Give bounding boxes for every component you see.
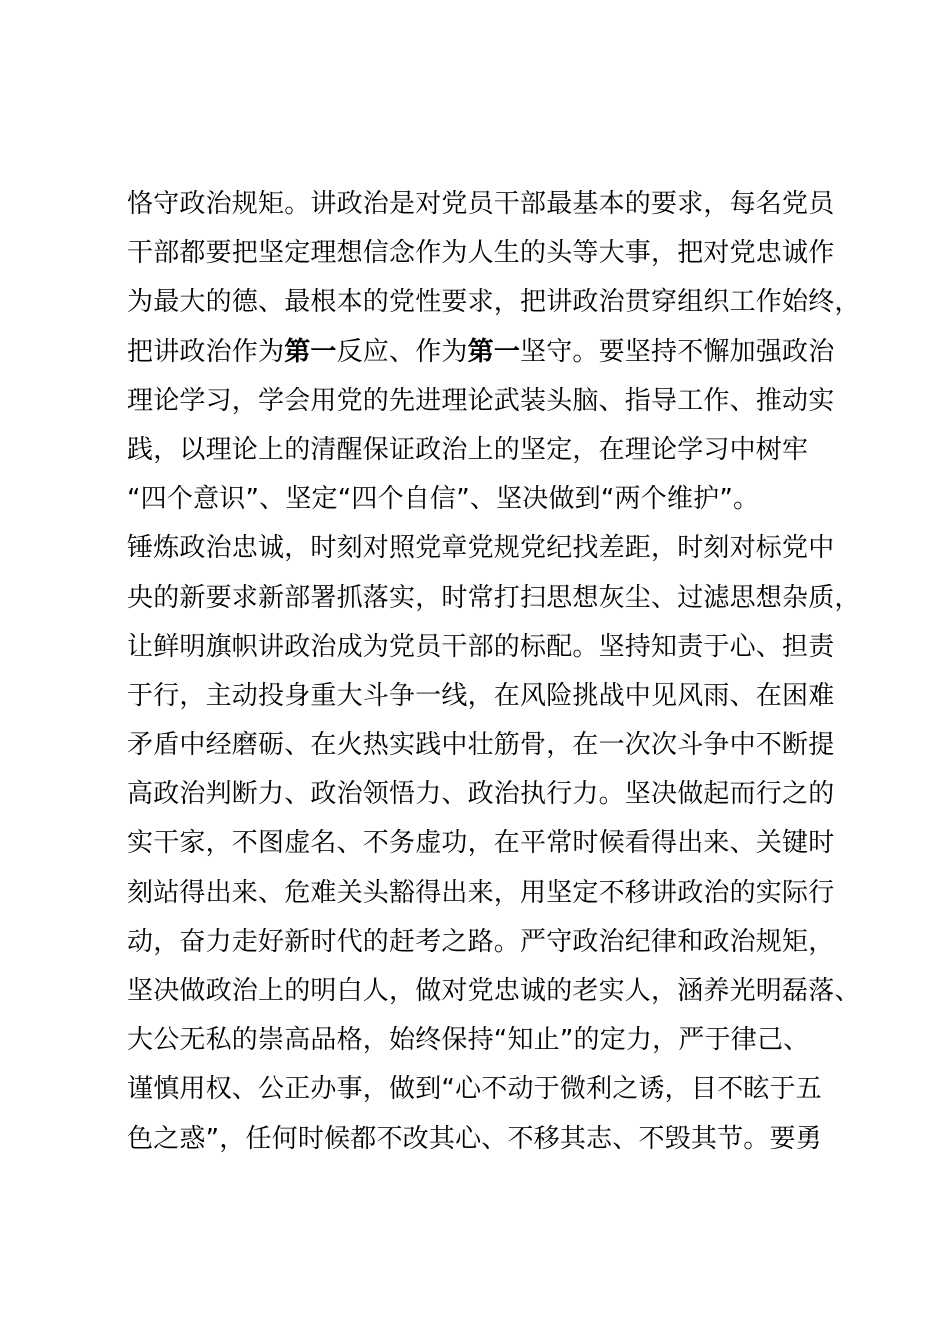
text-run: 让鲜明旗帜讲政治成为党员干部的标配。坚持知责于心、担责: [127, 631, 835, 662]
text-run: 坚决做政治上的明白人，做对党忠诚的老实人，涵养光明磊落、: [127, 976, 861, 1006]
text-line: [127, 574, 862, 623]
text-run: 刻站得出来、危难关头豁得出来，用坚定不移讲政治的实际行: [127, 877, 835, 908]
text-run: 锤炼政治忠诚，时刻对照党章党规党纪找差距，时刻对标党中: [127, 533, 835, 564]
text-line: [127, 377, 862, 426]
text-line: [127, 524, 862, 573]
body-text: [127, 180, 862, 1164]
text-run: 理论学习，学会用党的先进理论武装头脑、指导工作、推动实: [127, 385, 835, 416]
text-line: [127, 328, 862, 377]
text-run: 恪守政治规矩。讲政治是对党员干部最基本的要求，每名党员: [127, 189, 835, 219]
text-run: 谨慎用权、公正办事，做到“心不动于微利之诱，目不眩于五: [127, 1074, 822, 1105]
text-run: 色之惑”，任何时候都不改其心、不移其志、不毁其节。要勇: [127, 1123, 822, 1154]
text-line: [127, 229, 862, 278]
text-run: 央的新要求新部署抓落实，时常打扫思想灰尘、过滤思想杂质，: [127, 582, 861, 613]
text-line: [127, 869, 862, 918]
text-line: [127, 278, 862, 327]
text-run: 干部都要把坚定理想信念作为人生的头等大事，把对党忠诚作: [127, 238, 835, 269]
text-line: [127, 623, 862, 672]
bold-text-run: 第一: [284, 336, 337, 367]
text-line: [127, 819, 862, 868]
text-line: [127, 721, 862, 770]
text-line: [127, 180, 862, 229]
text-line: [127, 1065, 862, 1114]
bold-text-run: 第一: [467, 336, 521, 367]
text-run: 践，以理论上的清醒保证政治上的坚定，在理论学习中树牢: [127, 434, 809, 465]
text-run: 反应、作为: [336, 336, 468, 367]
text-line: [127, 672, 862, 721]
text-line: [127, 426, 862, 475]
text-run: 于行，主动投身重大斗争一线，在风险挑战中见风雨、在困难: [127, 680, 835, 711]
text-run: 为最大的德、最根本的党性要求，把讲政治贯穿组织工作始终，: [127, 287, 861, 318]
text-line: [127, 1115, 862, 1164]
text-line: [127, 475, 862, 524]
text-run: 大公无私的崇高品格，始终保持“知止”的定力，严于律己、: [127, 1025, 810, 1056]
text-run: 坚守。要坚持不懈加强政治: [520, 336, 835, 367]
text-run: 把讲政治作为: [127, 336, 285, 367]
text-run: 高政治判断力、政治领悟力、政治执行力。坚决做起而行之的: [127, 779, 835, 810]
text-line: [127, 967, 862, 1016]
text-line: [127, 918, 862, 967]
text-run: 矛盾中经磨砺、在火热实践中壮筋骨，在一次次斗争中不断提: [127, 730, 835, 761]
text-line: [127, 1016, 862, 1065]
text-run: 动，奋力走好新时代的赶考之路。严守政治纪律和政治规矩，: [127, 926, 835, 957]
text-run: “四个意识”、坚定“四个自信”、坚决做到“两个维护”。: [127, 484, 760, 515]
text-line: [127, 770, 862, 819]
text-run: 实干家，不图虚名、不务虚功，在平常时候看得出来、关键时: [127, 828, 835, 859]
